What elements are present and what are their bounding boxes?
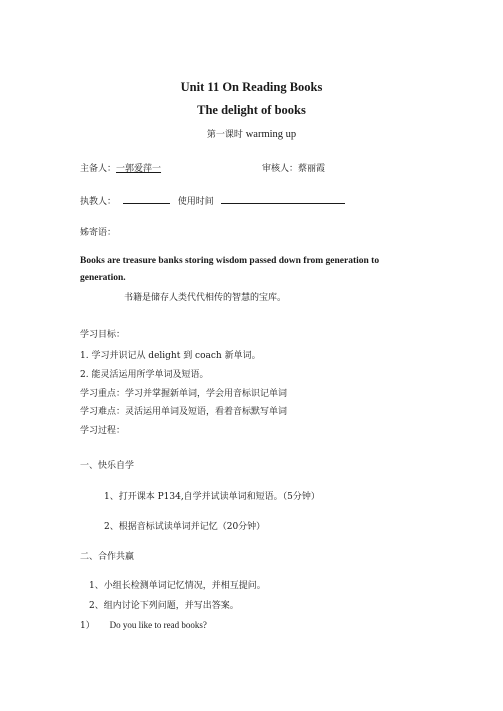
section2-heading: 二、合作共赢 — [80, 552, 135, 562]
section2-step-1: 1、小组长检测单词记忆情况，并相互提问。 — [89, 581, 266, 591]
motto-english-cont: generation. — [80, 273, 126, 283]
motto-english: Books are treasure banks storing wisdom passed down from generation to — [80, 256, 380, 266]
period-name: warming up — [245, 129, 297, 140]
preparer-label: 主备人： — [80, 164, 117, 174]
section1-step-1: 1、打开课本 P134,自学并试读单词和短语。（5分钟） — [104, 492, 320, 502]
teacher-blank — [123, 194, 170, 204]
preparer-name: 一郭爱萍一 — [116, 164, 162, 174]
usetime-label: 使用时间 — [177, 197, 214, 207]
teacher-line — [80, 194, 345, 208]
reviewer-label: 审核人： — [262, 164, 299, 174]
question-line — [80, 619, 207, 632]
objective-item-2: 2. 能灵活运用所学单词及短语。 — [80, 370, 209, 380]
section2-step-2: 2、组内讨论下列问题，并写出答案。 — [89, 601, 239, 611]
objectives-heading: 学习目标： — [80, 330, 126, 340]
question-text: Do you like to read books? — [109, 620, 207, 630]
lesson-title: The delight of books — [197, 103, 306, 117]
section1-heading: 一、快乐自学 — [80, 461, 135, 471]
objective-item-1: 1. 学习并识记从 delight 到 coach 新单词。 — [80, 351, 261, 361]
process-heading: 学习过程： — [80, 426, 126, 436]
motto-chinese: 书籍是储存人类代代相传的智慧的宝库。 — [124, 293, 287, 303]
reviewer-name: 蔡丽霞 — [298, 164, 326, 174]
difficulty: 学习难点：灵活运用单词及短语，看着音标默写单词 — [80, 407, 288, 417]
section1-step-2: 2、根据音标试读单词并记忆（20分钟） — [104, 522, 266, 532]
period-label: 第一课时 — [206, 130, 243, 140]
reviewer-line — [262, 163, 325, 175]
motto-label: 姊寄语： — [80, 228, 117, 238]
key-point: 学习重点：学习并掌握新单词，学会用音标识记单词 — [80, 389, 288, 399]
question-number: 1） — [80, 621, 95, 631]
unit-title: Unit 11 On Reading Books — [180, 80, 323, 94]
preparer-line — [80, 163, 161, 175]
teacher-label: 执教人： — [80, 197, 117, 207]
period-line — [0, 129, 503, 141]
usetime-blank — [221, 194, 345, 204]
